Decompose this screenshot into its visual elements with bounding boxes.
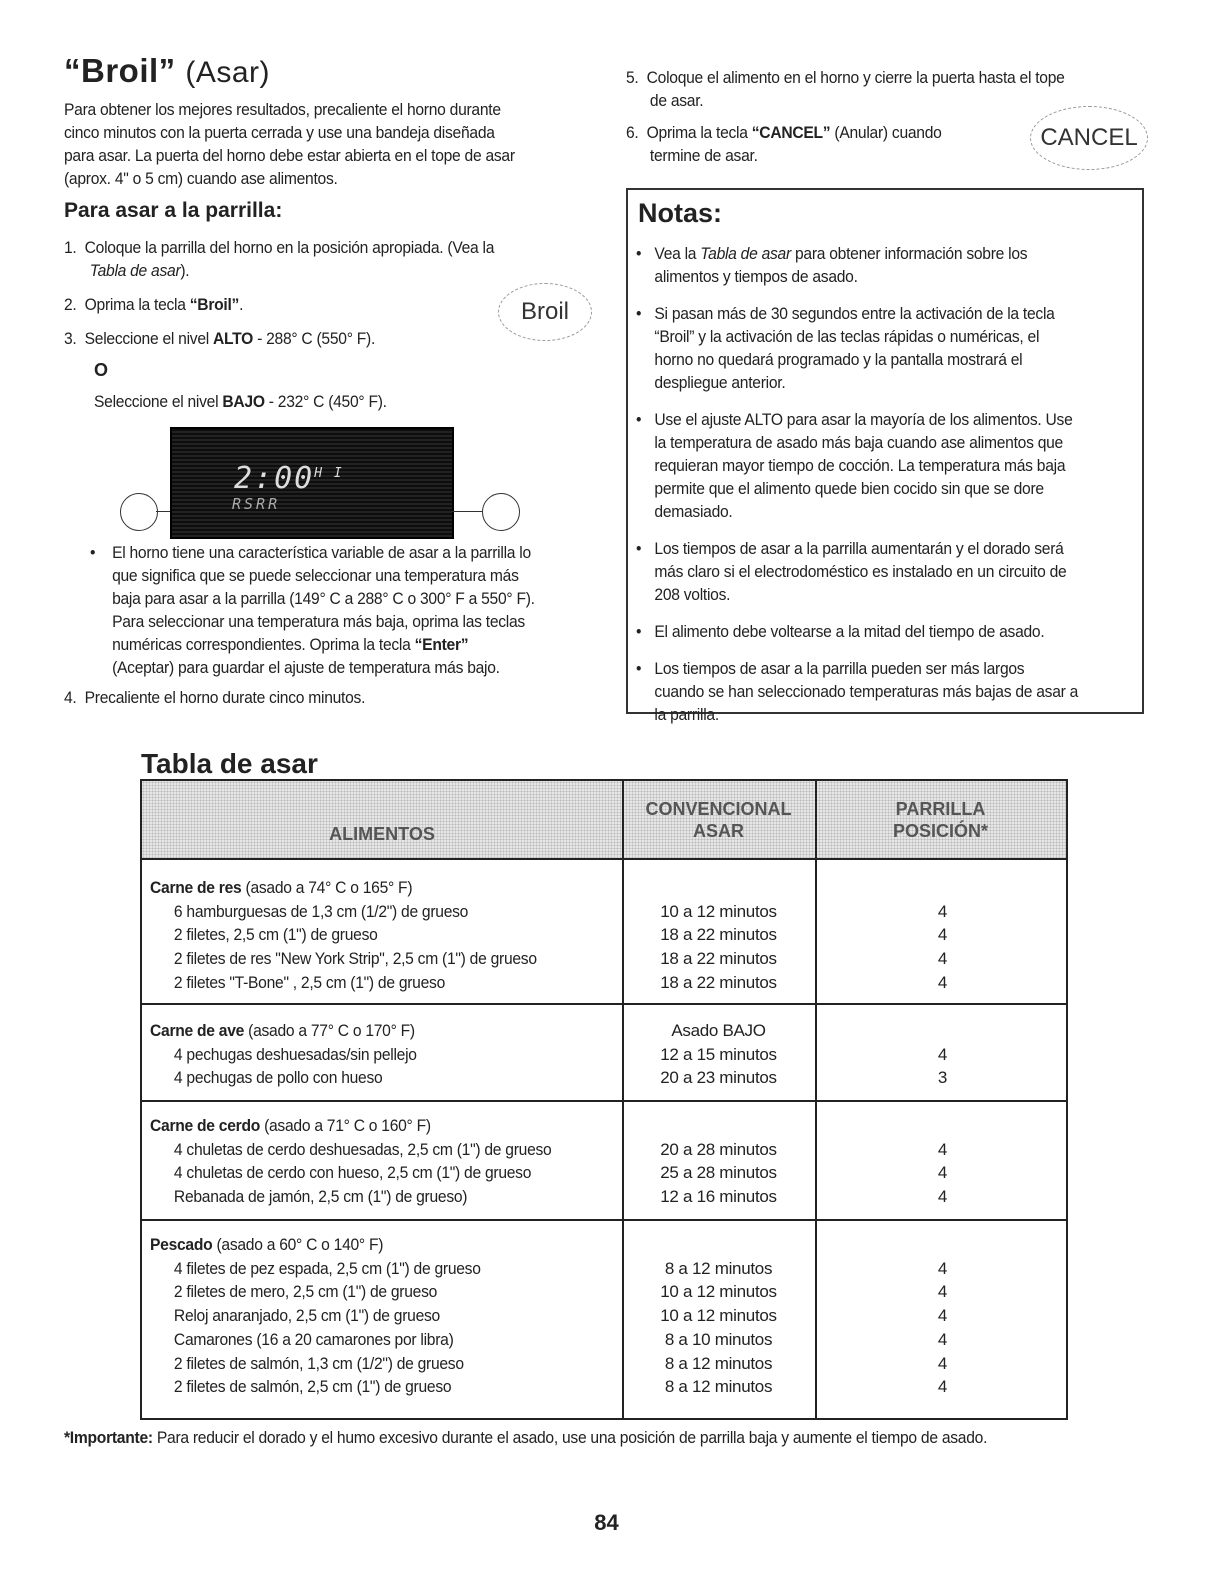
- food-item: 4 pechugas de pollo con hueso: [173, 1068, 383, 1088]
- note-item: • Vea la Tabla de asar para obtener información sobre los alimentos y tiempos de asado.: [636, 242, 1133, 288]
- time-value: 8 a 12 minutos: [664, 1258, 773, 1278]
- header-foods: [142, 781, 622, 860]
- right-knob: [482, 493, 520, 531]
- positions-fish: [815, 1257, 1070, 1399]
- positions-poultry: [815, 1043, 1070, 1090]
- group-note: (asado a 71° C o 160° F): [260, 1116, 431, 1135]
- rack-position: 4: [937, 1139, 948, 1159]
- key-name: “Enter”: [414, 635, 469, 654]
- step-text: Seleccione el nivel: [84, 329, 214, 348]
- note-text: alimentos y tiempos de asado.: [654, 267, 858, 286]
- header-conventional: [622, 781, 815, 860]
- section-heading: Para asar a la parrilla:: [64, 199, 283, 222]
- title-sub: (Asar): [185, 56, 271, 89]
- food-item: Reloj anaranjado, 2,5 cm (1") de grueso: [173, 1306, 440, 1326]
- times-pork: [622, 1138, 815, 1209]
- rack-position: 4: [937, 1187, 948, 1207]
- step-text: - 288° C (550° F).: [253, 329, 376, 348]
- display-time: [234, 461, 344, 496]
- times-beef: [622, 900, 815, 995]
- step-text: Seleccione el nivel: [94, 392, 223, 411]
- food-item: 2 filetes de res "New York Strip", 2,5 cm (1") de grueso: [173, 949, 537, 969]
- left-knob: [120, 493, 158, 531]
- broil-key: Broil: [498, 283, 592, 341]
- time-value: 20 a 23 minutos: [660, 1068, 777, 1088]
- level-name: BAJO: [222, 392, 265, 411]
- title-main: “Broil”: [64, 52, 176, 89]
- display-line1: 2:00: [234, 461, 315, 496]
- footnote-text: Para reducir el dorado y el humo excesivo durante el asado, use una posición de parrilla baja y aumente el tiempo de asado.: [152, 1428, 988, 1447]
- notes-list: [636, 242, 1133, 726]
- cancel-key: CANCEL: [1030, 106, 1148, 170]
- food-item: 4 chuletas de cerdo con hueso, 2,5 cm (1") de grueso: [173, 1163, 532, 1183]
- time-value: 12 a 15 minutos: [660, 1044, 777, 1064]
- step-text: de asar.: [649, 91, 704, 110]
- time-value: 8 a 12 minutos: [664, 1377, 773, 1397]
- notes-title: Notas:: [638, 198, 723, 228]
- oven-display: [170, 427, 454, 539]
- step-number: 5.: [626, 68, 639, 87]
- rack-position: 4: [937, 1306, 948, 1326]
- header-label: ASAR: [692, 820, 744, 841]
- key-name: “Broil”: [189, 295, 240, 314]
- note-item: • El alimento debe voltearse a la mitad del tiempo de asado.: [636, 620, 1133, 643]
- key-name: “CANCEL”: [751, 123, 831, 142]
- or-label: O: [94, 360, 109, 380]
- time-value: 25 a 28 minutos: [660, 1163, 777, 1183]
- food-item: 2 filetes de salmón, 1,3 cm (1/2") de grueso: [173, 1353, 464, 1373]
- food-item: 6 hamburguesas de 1,3 cm (1/2") de grueso: [173, 901, 469, 921]
- step-text: Oprima la tecla: [84, 295, 190, 314]
- note-text: la temperatura de asado más baja cuando ase alimentos que: [654, 433, 1063, 452]
- note-text: permite que el alimento quede bien cocido sin que se dore: [654, 479, 1044, 498]
- rack-position: 4: [937, 949, 948, 969]
- broil-table: [140, 779, 1068, 1420]
- food-item: 2 filetes "T-Bone" , 2,5 cm (1") de grueso: [173, 972, 446, 992]
- time-value: 10 a 12 minutos: [660, 1306, 777, 1326]
- group-name: Carne de cerdo: [150, 1116, 261, 1135]
- step-number: 1.: [64, 238, 77, 257]
- rack-position: 4: [937, 1044, 948, 1064]
- header-label: ALIMENTOS: [329, 823, 435, 844]
- step-text: (Anular) cuando: [830, 123, 942, 142]
- note-text: más claro si el electrodoméstico es instalado en un circuito de: [654, 562, 1067, 581]
- time-value: 8 a 12 minutos: [664, 1353, 773, 1373]
- note-text: requieran mayor tiempo de cocción. La temperatura más baja: [654, 456, 1066, 475]
- table-reference: Tabla de asar: [89, 261, 181, 280]
- step-text: Coloque el alimento en el horno y cierre la puerta hasta el tope: [646, 68, 1065, 87]
- bullet-line: numéricas correspondientes. Oprima la tecla: [112, 635, 415, 654]
- group-name: Carne de res: [150, 878, 242, 897]
- variable-broil-bullet: • El horno tiene una característica variable de asar a la parrilla lo que significa que se puede seleccionar una temperatura más baja para asar a la parrilla (149° C a 288° C o 300° F a 550° F). Para seleccionar una temperatura más baja, oprima las teclas numéricas correspondientes. Oprima la tecla “Enter” (Aceptar) para guardar el ajuste de temperatura más bajo.: [90, 541, 605, 679]
- time-value: 10 a 12 minutos: [660, 1282, 777, 1302]
- table-group-fish: [150, 1233, 481, 1399]
- bullet-line: El horno tiene una característica variable de asar a la parrilla lo: [112, 543, 531, 562]
- step-text: Coloque la parrilla del horno en la posición apropiada. (Vea la: [84, 238, 495, 257]
- row-divider: [142, 1100, 1066, 1102]
- note-text: Si pasan más de 30 segundos entre la activación de la tecla: [654, 304, 1055, 323]
- time-value: 12 a 16 minutos: [660, 1187, 777, 1207]
- note-text: horno no quedará programado y la pantalla mostrará el: [654, 350, 1023, 369]
- table-reference: Tabla de asar: [700, 244, 791, 263]
- note-text: 208 voltios.: [654, 585, 731, 604]
- food-item: Camarones (16 a 20 camarones por libra): [173, 1329, 454, 1349]
- time-value: 18 a 22 minutos: [660, 925, 777, 945]
- note-text: demasiado.: [654, 502, 733, 521]
- rack-position: 4: [937, 1377, 948, 1397]
- time-value: 10 a 12 minutos: [660, 901, 777, 921]
- rack-position: 4: [937, 1163, 948, 1183]
- food-item: Rebanada de jamón, 2,5 cm (1") de grueso): [173, 1187, 468, 1207]
- footnote: [64, 1428, 987, 1448]
- note-text: “Broil” y la activación de las teclas rápidas o numéricas, el: [654, 327, 1040, 346]
- page-title: [64, 52, 270, 90]
- group-name: Pescado: [150, 1235, 213, 1254]
- rack-position: 4: [937, 925, 948, 945]
- row-divider: [142, 1219, 1066, 1221]
- times-poultry: [622, 1019, 815, 1090]
- rack-position: 4: [937, 1329, 948, 1349]
- food-item: 4 chuletas de cerdo deshuesadas, 2,5 cm (1") de grueso: [173, 1139, 552, 1159]
- group-name: Carne de ave: [150, 1021, 245, 1040]
- header-rack: [815, 781, 1066, 860]
- food-item: 4 pechugas deshuesadas/sin pellejo: [173, 1044, 417, 1064]
- page-number: 84: [594, 1510, 619, 1535]
- group-note: (asado a 60° C o 140° F): [212, 1235, 384, 1254]
- step-number: 6.: [626, 123, 639, 142]
- step-6: [626, 121, 1012, 167]
- step-text: Precaliente el horno durate cinco minutos.: [84, 688, 366, 707]
- step-1: [64, 236, 607, 282]
- rack-position: 3: [937, 1068, 948, 1088]
- row-divider: [142, 1003, 1066, 1005]
- bullet-line: (Aceptar) para guardar el ajuste de temperatura más bajo.: [112, 658, 500, 677]
- note-text: Los tiempos de asar a la parrilla pueden ser más largos: [654, 659, 1025, 678]
- rack-position: 4: [937, 901, 948, 921]
- step-4: [64, 686, 365, 709]
- food-item: 2 filetes de salmón, 2,5 cm (1") de grueso: [173, 1377, 452, 1397]
- footnote-label: *Importante:: [64, 1428, 153, 1447]
- step-2: [64, 293, 243, 316]
- rack-position: 4: [937, 1282, 948, 1302]
- note-text: para obtener información sobre los: [790, 244, 1028, 263]
- step-text: termine de asar.: [649, 146, 758, 165]
- step-text: .: [239, 295, 244, 314]
- note-item: • Los tiempos de asar a la parrilla pueden ser más largos cuando se han seleccionado temperaturas más bajas de asar a la parrilla.: [636, 657, 1133, 726]
- table-group-pork: [150, 1114, 551, 1209]
- step-text: ).: [180, 261, 190, 280]
- bullet-line: que significa que se puede seleccionar una temperatura más: [112, 566, 519, 585]
- group-note: (asado a 74° C o 165° F): [241, 878, 413, 897]
- header-label: POSICIÓN*: [892, 820, 989, 841]
- note-item: • Si pasan más de 30 segundos entre la activación de la tecla “Broil” y la activación de las teclas rápidas o numéricas, el horno no quedará programado y la pantalla mostrará el despliegue anterior.: [636, 302, 1133, 394]
- intro-line: cinco minutos con la puerta cerrada y use una bandeja diseñada: [64, 123, 495, 142]
- food-item: 2 filetes de mero, 2,5 cm (1") de grueso: [173, 1282, 438, 1302]
- positions-pork: [815, 1138, 1070, 1209]
- intro-paragraph: [64, 98, 616, 190]
- note-text: despliegue anterior.: [654, 373, 786, 392]
- level-name: ALTO: [213, 329, 254, 348]
- broil-level: Asado BAJO: [671, 1021, 766, 1040]
- intro-line: Para obtener los mejores resultados, precaliente el horno durante: [64, 100, 501, 119]
- step-3: [64, 327, 375, 350]
- positions-beef: [815, 900, 1070, 995]
- note-item: • Use el ajuste ALTO para asar la mayoría de los alimentos. Use la temperatura de asado más baja cuando ase alimentos que requieran mayor tiempo de cocción. La temperatura más baja permite que el alimento quede bien cocido sin que se dore demasiado.: [636, 408, 1133, 523]
- rack-position: 4: [937, 1353, 948, 1373]
- note-text: Use el ajuste ALTO para asar la mayoría de los alimentos. Use: [654, 410, 1073, 429]
- rack-position: 4: [937, 1258, 948, 1278]
- display-line2: RSRR: [232, 495, 281, 513]
- bullet-line: baja para asar a la parrilla (149° C a 288° C o 300° F a 550° F).: [112, 589, 535, 608]
- table-group-poultry: [150, 1019, 417, 1090]
- time-value: 18 a 22 minutos: [660, 949, 777, 969]
- step-text: Oprima la tecla: [646, 123, 752, 142]
- table-group-beef: [150, 876, 537, 995]
- note-text: Vea la: [654, 244, 701, 263]
- note-text: Los tiempos de asar a la parrilla aumentarán y el dorado será: [654, 539, 1064, 558]
- note-text: El alimento debe voltearse a la mitad del tiempo de asado.: [654, 622, 1045, 641]
- intro-line: (aprox. 4" o 5 cm) cuando ase alimentos.: [64, 169, 338, 188]
- food-item: 2 filetes, 2,5 cm (1") de grueso: [173, 925, 378, 945]
- note-item: • Los tiempos de asar a la parrilla aumentarán y el dorado será más claro si el electrodoméstico es instalado en un circuito de 208 voltios.: [636, 537, 1133, 606]
- note-text: cuando se han seleccionado temperaturas más bajas de asar a: [654, 682, 1079, 701]
- time-value: 20 a 28 minutos: [660, 1139, 777, 1159]
- table-title: Tabla de asar: [141, 748, 318, 779]
- time-value: 8 a 10 minutos: [664, 1329, 773, 1349]
- knob-connector: [156, 511, 170, 512]
- food-item: 4 filetes de pez espada, 2,5 cm (1") de grueso: [173, 1258, 481, 1278]
- intro-line: para asar. La puerta del horno debe estar abierta en el tope de asar: [64, 146, 515, 165]
- bullet-line: Para seleccionar una temperatura más baja, oprima las teclas: [112, 612, 525, 631]
- header-label: PARRILLA: [895, 798, 986, 819]
- step-5: [626, 66, 1141, 112]
- step-3-alt: [94, 390, 387, 413]
- time-value: 18 a 22 minutos: [660, 972, 777, 992]
- times-fish: [622, 1257, 815, 1399]
- note-text: la parrilla.: [654, 705, 719, 724]
- rack-position: 4: [937, 972, 948, 992]
- step-number: 4.: [64, 688, 77, 707]
- header-label: CONVENCIONAL: [645, 798, 792, 819]
- step-number: 2.: [64, 295, 77, 314]
- knob-connector: [452, 511, 482, 512]
- step-number: 3.: [64, 329, 77, 348]
- group-note: (asado a 77° C o 170° F): [244, 1021, 415, 1040]
- step-text: - 232° C (450° F).: [264, 392, 387, 411]
- display-level: H I: [314, 466, 344, 481]
